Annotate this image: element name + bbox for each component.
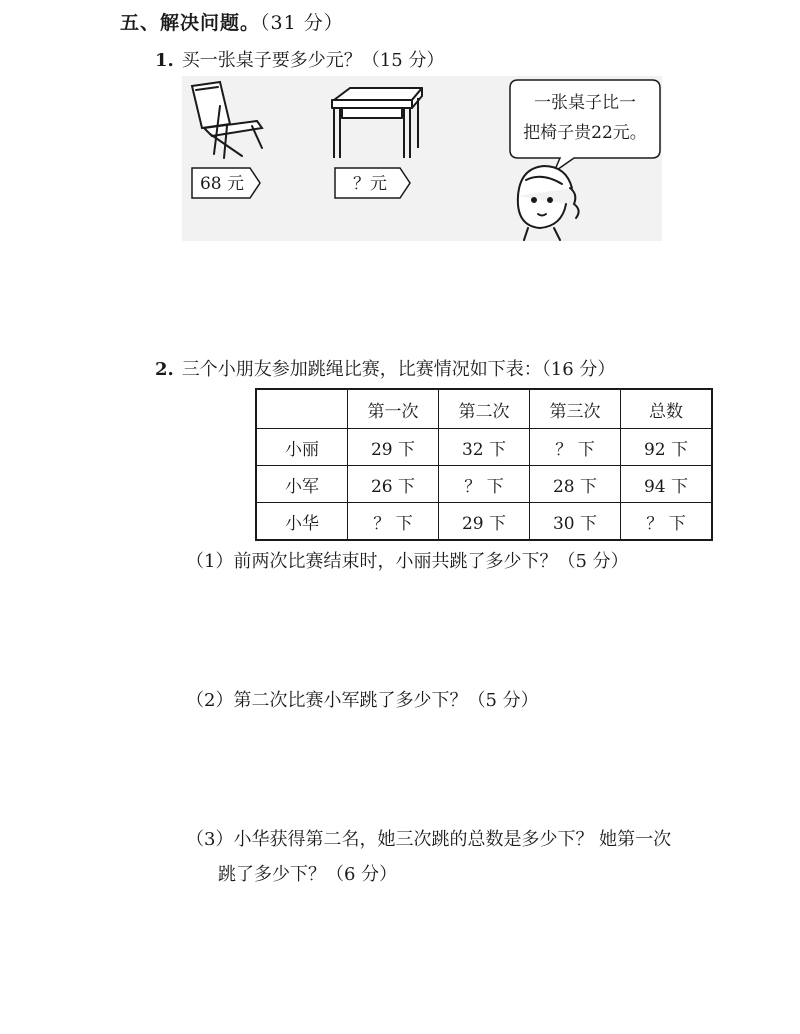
table-cell: 26 下 xyxy=(348,466,439,503)
desk-price-tag xyxy=(335,168,410,198)
table-cell: ？ 下 xyxy=(348,503,439,541)
sub-question-2: （2）第二次比赛小军跳了多少下？（5 分） xyxy=(186,690,539,711)
table-row xyxy=(256,429,712,466)
question-2-text: 三个小朋友参加跳绳比赛，比赛情况如下表：（16 分） xyxy=(181,359,616,380)
table-cell: 小军 xyxy=(256,466,348,503)
speech-bubble xyxy=(510,80,660,172)
table-cell: 小华 xyxy=(256,503,348,541)
table-cell: 29 下 xyxy=(348,429,439,466)
question-1-text: 买一张桌子要多少元？（15 分） xyxy=(181,50,445,71)
table-cell: 32 下 xyxy=(439,429,530,466)
table-cell: ？ 下 xyxy=(439,466,530,503)
desk-price-label: ？元 xyxy=(353,174,387,194)
speech-line-1: 一张桌子比一 xyxy=(534,93,636,113)
table-cell: ？ 下 xyxy=(621,503,713,541)
header-cell xyxy=(256,389,348,429)
question-1-title xyxy=(155,46,444,72)
chair-price-label: 68 元 xyxy=(199,174,245,194)
question-2-title xyxy=(155,355,615,381)
table-cell: 92 下 xyxy=(621,429,713,466)
speech-line-2: 把椅子贵22元。 xyxy=(523,123,647,143)
question-1-illustration xyxy=(182,76,662,241)
header-cell: 总数 xyxy=(621,389,713,429)
section-title-text: 五、解决问题。 xyxy=(120,12,261,34)
chair-price-tag xyxy=(192,168,260,198)
header-cell: 第二次 xyxy=(439,389,530,429)
section-points: （31 分） xyxy=(260,12,344,34)
question-1-number: 1. xyxy=(155,50,174,71)
table-cell: 小丽 xyxy=(256,429,348,466)
table-cell: 30 下 xyxy=(530,503,621,541)
sub-question-3-line-1: （3）小华获得第二名，她三次跳的总数是多少下？ 她第一次 xyxy=(186,829,672,850)
table-row xyxy=(256,466,712,503)
header-cell: 第一次 xyxy=(348,389,439,429)
question-2-number: 2. xyxy=(155,359,174,380)
table-header-row xyxy=(256,389,712,429)
sub-question-3-line-2: 跳了多少下？（6 分） xyxy=(218,864,398,885)
jump-rope-table xyxy=(255,388,713,541)
table-cell: 94 下 xyxy=(621,466,713,503)
sub-question-1: （1）前两次比赛结束时，小丽共跳了多少下？（5 分） xyxy=(186,551,629,572)
table-cell: 29 下 xyxy=(439,503,530,541)
section-title xyxy=(120,8,344,35)
table-row xyxy=(256,503,712,541)
table-cell: 28 下 xyxy=(530,466,621,503)
table-cell: ？ 下 xyxy=(530,429,621,466)
header-cell: 第三次 xyxy=(530,389,621,429)
